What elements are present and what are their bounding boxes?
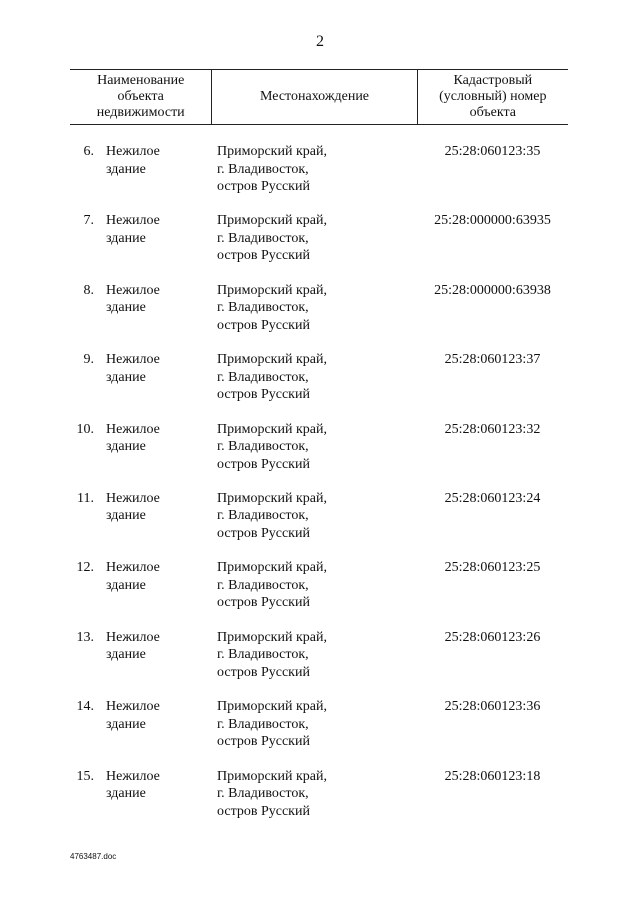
row-cadastral-number: 25:28:000000:63938 <box>434 282 551 298</box>
row-number: 12. <box>76 560 94 576</box>
row-object-name <box>94 421 212 490</box>
table-row <box>70 143 568 212</box>
location-line: г. Владивосток, <box>217 647 309 663</box>
row-location <box>212 629 417 698</box>
row-location <box>212 768 417 837</box>
location-line: остров Русский <box>217 248 310 264</box>
name-line: здание <box>106 300 146 316</box>
location-line: остров Русский <box>217 387 310 403</box>
row-cadastral-number: 25:28:060123:35 <box>444 144 541 159</box>
row-object-name <box>94 351 212 420</box>
name-line: Нежилое <box>106 144 160 159</box>
row-number: 10. <box>76 421 94 437</box>
row-location <box>212 351 417 420</box>
row-cadastral-number: 25:28:060123:18 <box>444 768 541 784</box>
row-object-name <box>94 143 212 212</box>
row-number: 9. <box>83 352 94 368</box>
header-name-line: объекта <box>117 89 164 104</box>
location-line: г. Владивосток, <box>217 786 309 802</box>
location-line: остров Русский <box>217 317 310 333</box>
location-line: Приморский край, <box>217 282 327 298</box>
header-location-line: Местонахождение <box>260 89 370 104</box>
location-line: г. Владивосток, <box>217 508 309 524</box>
location-line: остров Русский <box>217 664 310 680</box>
location-line: г. Владивосток, <box>217 230 309 246</box>
name-line: Нежилое <box>106 768 160 784</box>
name-line: Нежилое <box>106 282 160 298</box>
location-line: остров Русский <box>217 595 310 611</box>
location-line: остров Русский <box>217 456 310 472</box>
header-location <box>212 70 417 124</box>
row-location <box>212 143 417 212</box>
name-line: Нежилое <box>106 699 160 715</box>
header-name <box>70 70 212 124</box>
row-number: 15. <box>76 768 94 784</box>
name-line: Нежилое <box>106 629 160 645</box>
name-line: Нежилое <box>106 560 160 576</box>
row-object-name <box>94 768 212 837</box>
row-object-name <box>94 698 212 767</box>
location-line: г. Владивосток, <box>217 716 309 732</box>
location-line: остров Русский <box>217 525 310 541</box>
location-line: г. Владивосток, <box>217 161 309 177</box>
header-cadastral <box>418 70 568 124</box>
location-line: Приморский край, <box>217 213 327 229</box>
location-line: Приморский край, <box>217 629 327 645</box>
table-row <box>70 698 568 767</box>
table-row <box>70 212 568 281</box>
row-number: 14. <box>76 699 94 715</box>
row-cadastral-number: 25:28:060123:32 <box>444 421 541 437</box>
header-name-line: недвижимости <box>96 105 185 120</box>
table-body <box>70 143 568 837</box>
row-number: 11. <box>77 490 94 506</box>
row-number: 7. <box>83 213 94 229</box>
row-cadastral-number: 25:28:060123:25 <box>444 560 541 576</box>
row-number: 6. <box>83 144 94 159</box>
name-line: здание <box>106 369 146 385</box>
location-line: г. Владивосток, <box>217 369 309 385</box>
location-line: Приморский край, <box>217 560 327 576</box>
table-header <box>70 69 568 125</box>
location-line: г. Владивосток, <box>217 300 309 316</box>
row-cadastral-number: 25:28:060123:24 <box>444 490 541 506</box>
name-line: здание <box>106 786 146 802</box>
location-line: Приморский край, <box>217 490 327 506</box>
row-object-name <box>94 212 212 281</box>
header-cadastral-line: объекта <box>469 105 516 120</box>
header-cadastral-line: Кадастровый <box>453 73 533 88</box>
header-name-line: Наименование <box>97 73 185 88</box>
table-row <box>70 351 568 420</box>
table-row <box>70 282 568 351</box>
table-row <box>70 421 568 490</box>
row-number: 13. <box>76 629 94 645</box>
row-object-name <box>94 282 212 351</box>
name-line: здание <box>106 716 146 732</box>
location-line: Приморский край, <box>217 144 327 159</box>
table-row <box>70 629 568 698</box>
location-line: остров Русский <box>217 734 310 750</box>
row-location <box>212 490 417 559</box>
table-row <box>70 490 568 559</box>
row-cadastral-number: 25:28:000000:63935 <box>434 213 551 229</box>
row-location <box>212 421 417 490</box>
name-line: Нежилое <box>106 213 160 229</box>
row-cadastral-number: 25:28:060123:36 <box>444 699 541 715</box>
name-line: здание <box>106 508 146 524</box>
row-object-name <box>94 629 212 698</box>
row-cadastral-number: 25:28:060123:37 <box>444 352 541 368</box>
table-row <box>70 768 568 837</box>
page-number: 2 <box>316 33 324 50</box>
row-location <box>212 282 417 351</box>
location-line: Приморский край, <box>217 768 327 784</box>
location-line: остров Русский <box>217 179 310 194</box>
name-line: здание <box>106 439 146 455</box>
name-line: здание <box>106 577 146 593</box>
name-line: Нежилое <box>106 490 160 506</box>
name-line: здание <box>106 647 146 663</box>
name-line: здание <box>106 161 146 177</box>
location-line: Приморский край, <box>217 699 327 715</box>
row-object-name <box>94 559 212 628</box>
row-number: 8. <box>83 282 94 298</box>
row-location <box>212 559 417 628</box>
row-cadastral-number: 25:28:060123:26 <box>444 629 541 645</box>
row-location <box>212 698 417 767</box>
location-line: Приморский край, <box>217 421 327 437</box>
name-line: Нежилое <box>106 352 160 368</box>
header-cadastral-line: (условный) номер <box>439 89 547 104</box>
row-object-name <box>94 490 212 559</box>
location-line: Приморский край, <box>217 352 327 368</box>
table-row <box>70 559 568 628</box>
location-line: остров Русский <box>217 803 310 819</box>
name-line: здание <box>106 230 146 246</box>
row-location <box>212 212 417 281</box>
document-filename: 4763487.doc <box>70 852 117 861</box>
property-table <box>70 69 568 837</box>
location-line: г. Владивосток, <box>217 577 309 593</box>
name-line: Нежилое <box>106 421 160 437</box>
location-line: г. Владивосток, <box>217 439 309 455</box>
